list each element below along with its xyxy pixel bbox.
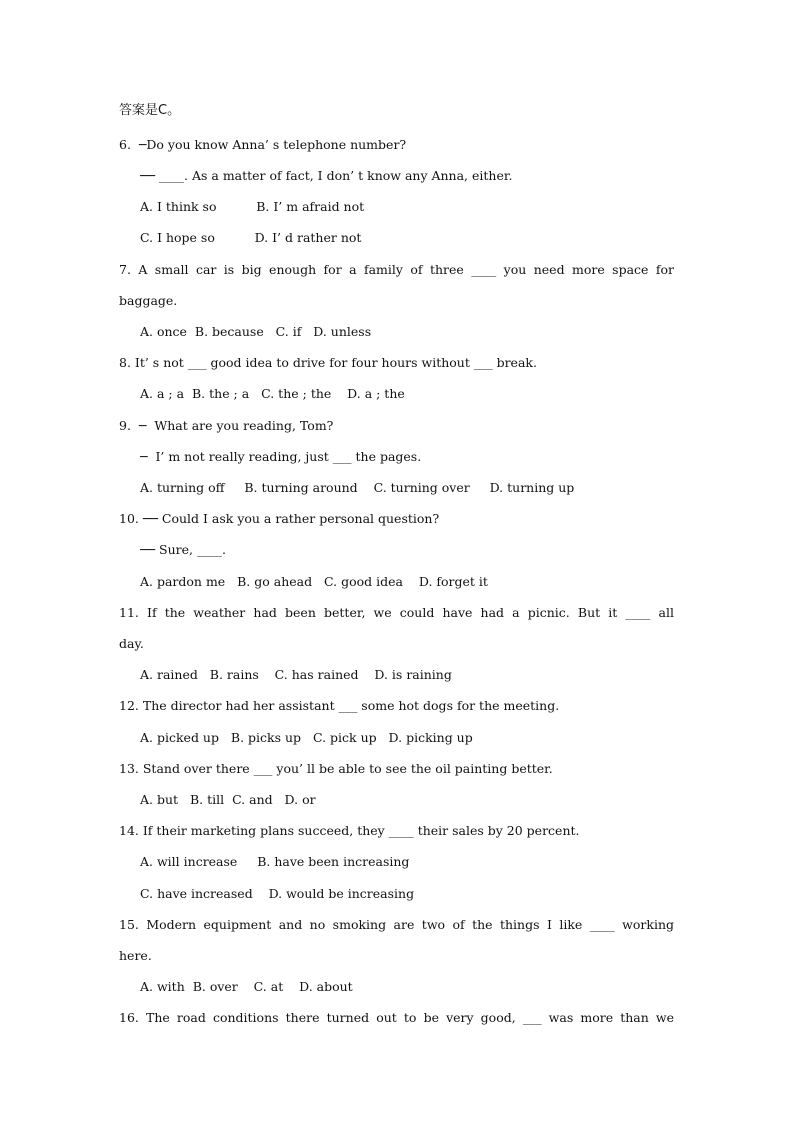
question-10-options: A. pardon me B. go ahead C. good idea D. forget it — [140, 574, 488, 589]
question-10-prompt: 10. ── Could I ask you a rather personal question? — [119, 511, 440, 526]
question-13-text: 13. Stand over there ___ you’ ll be able to see the oil painting better. — [119, 761, 553, 776]
question-8-text: 8. It’ s not ___ good idea to drive for four hours without ___ break. — [119, 355, 537, 370]
question-16-text: 16. The road conditions there turned out to be very good, ___ was more than we — [119, 1010, 674, 1025]
question-6-reply: ── ____. As a matter of fact, I don’ t know any Anna, either. — [140, 168, 513, 183]
question-11-options: A. rained B. rains C. has rained D. is raining — [140, 667, 452, 682]
question-15-text-cont: here. — [119, 948, 152, 963]
question-15-text: 15. Modern equipment and no smoking are two of the things I like ____ working — [119, 917, 674, 932]
question-9-reply: ─ I’ m not really reading, just ___ the pages. — [140, 449, 422, 464]
question-9-prompt: 9. ─ What are you reading, Tom? — [119, 418, 334, 433]
question-6-options-ab: A. I think so B. I’ m afraid not — [140, 199, 365, 214]
question-11-text: 11. If the weather had been better, we could have had a picnic. But it ____ all — [119, 605, 674, 620]
question-12-text: 12. The director had her assistant ___ some hot dogs for the meeting. — [119, 698, 560, 713]
question-9-options: A. turning off B. turning around C. turning over D. turning up — [140, 480, 575, 495]
question-6-prompt: 6. ─Do you know Anna’ s telephone number? — [119, 137, 407, 152]
question-14-text: 14. If their marketing plans succeed, they ____ their sales by 20 percent. — [119, 823, 580, 838]
answer-note: 答案是C。 — [119, 103, 181, 118]
question-7-text: 7. A small car is big enough for a family of three ____ you need more space for — [119, 262, 674, 277]
question-13-options: A. but B. till C. and D. or — [140, 792, 316, 807]
question-11-text-cont: day. — [119, 636, 144, 651]
question-12-options: A. picked up B. picks up C. pick up D. picking up — [140, 730, 473, 745]
question-14-options-cd: C. have increased D. would be increasing — [140, 886, 415, 901]
question-7-options: A. once B. because C. if D. unless — [140, 324, 372, 339]
question-15-options: A. with B. over C. at D. about — [140, 979, 353, 994]
question-6-options-cd: C. I hope so D. I’ d rather not — [140, 230, 362, 245]
question-14-options-ab: A. will increase B. have been increasing — [140, 854, 410, 869]
question-10-reply: ── Sure, ____. — [140, 542, 226, 557]
question-7-text-cont: baggage. — [119, 293, 178, 308]
question-8-options: A. a ; a B. the ; a C. the ; the D. a ; the — [140, 386, 405, 401]
